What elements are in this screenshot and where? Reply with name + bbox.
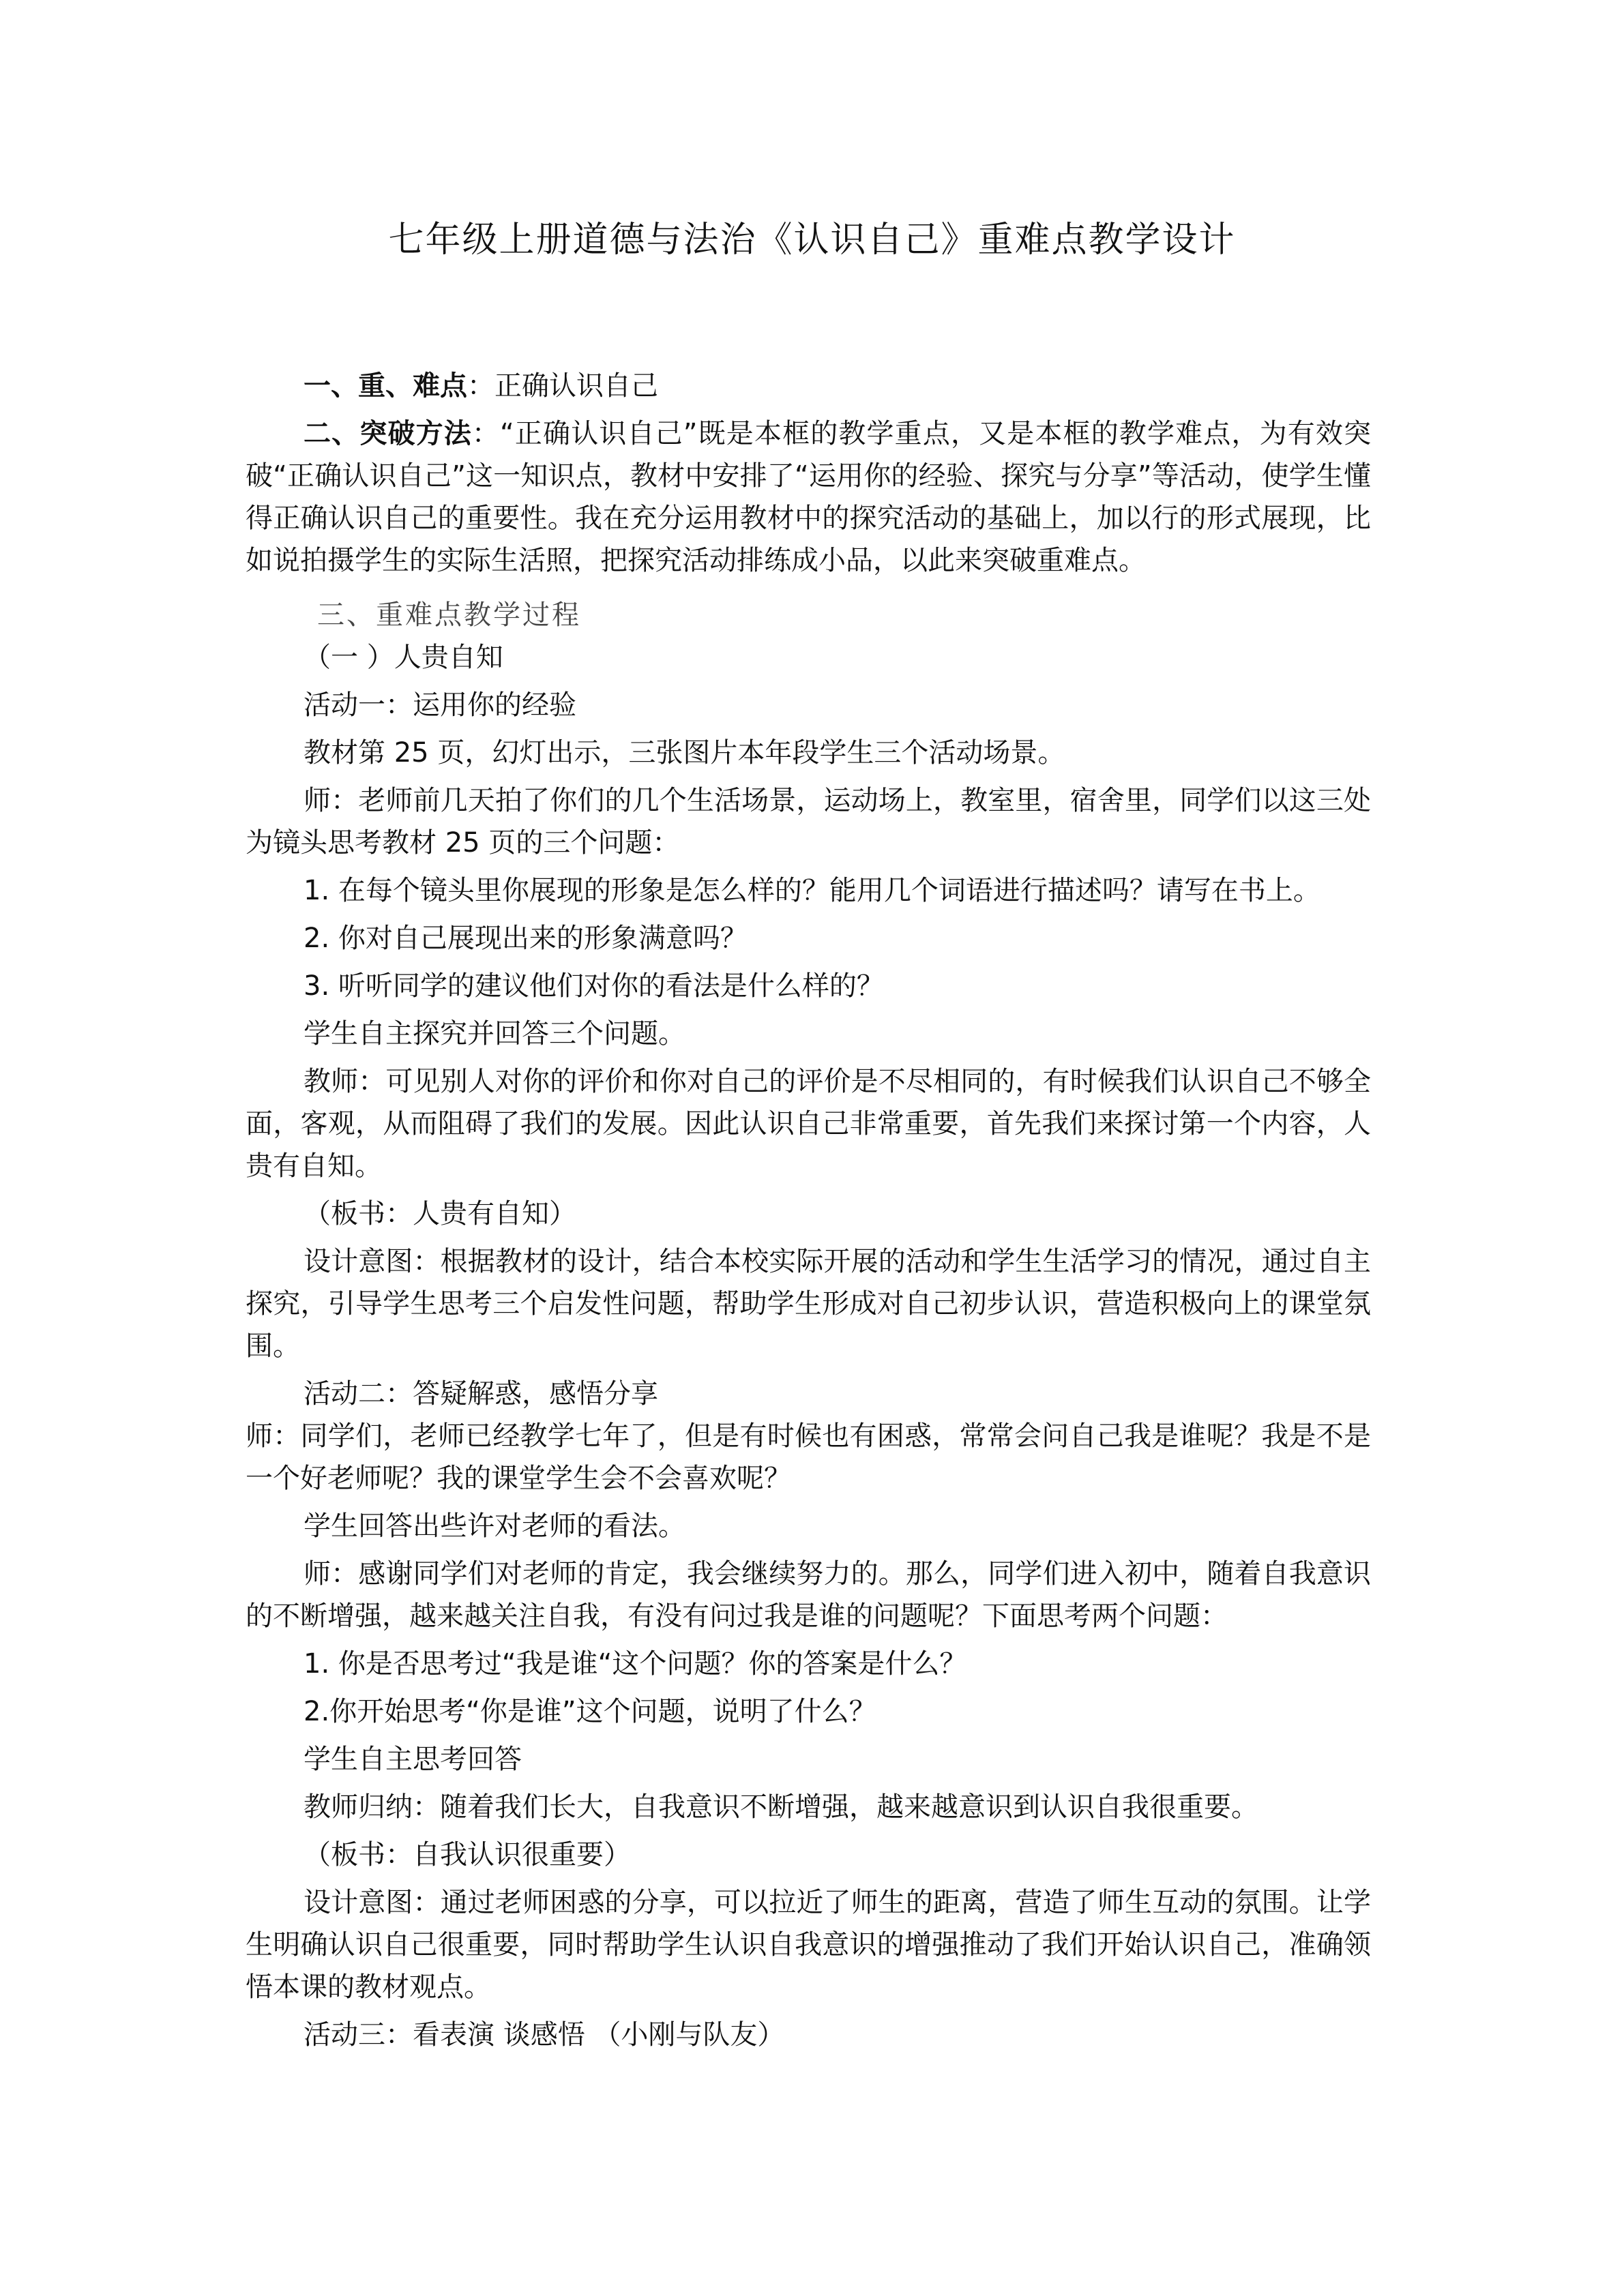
activity-2-title: 活动二：答疑解惑，感悟分享 (304, 1378, 658, 1410)
document-body (246, 365, 1371, 2056)
activity-1-question: 3. 听听同学的建议他们对你的看法是什么样的？ (304, 970, 884, 1002)
section-2-label: 二、突破方法 (304, 418, 472, 449)
design-intent: 设计意图：根据教材的设计，结合本校实际开展的活动和学生生活学习的情况，通过自主探究，引导学生思考三个启发性问题，帮助学生形成对自己初步认识，营造积极向上的课堂氛围。 (246, 1246, 1371, 1362)
activity-1-paragraph: 师：老师前几天拍了你们的几个生活场景，运动场上，教室里，宿舍里，同学们以这三处为镜头思考教材 25 页的三个问题： (246, 785, 1371, 859)
activity-1-paragraph: 学生自主探究并回答三个问题。 (304, 1018, 685, 1049)
activity-2-paragraph: 师：同学们，老师已经教学七年了，但是有时候也有困惑，常常会问自己我是谁呢？我是不是一个好老师呢？我的课堂学生会不会喜欢呢？ (246, 1420, 1371, 1494)
activity-2-paragraph: 学生自主思考回答 (304, 1744, 522, 1775)
activity-1-question: 2. 你对自己展现出来的形象满意吗？ (304, 923, 748, 954)
activity-3-title: 活动三：看表演 谈感悟 （小刚与队友） (304, 2019, 785, 2051)
activity-2-question: 2.你开始思考“你是谁”这个问题，说明了什么？ (304, 1696, 876, 1727)
activity-2-paragraph: 学生回答出些许对老师的看法。 (304, 1510, 685, 1542)
activity-2-question: 1. 你是否思考过“我是谁“这个问题？你的答案是什么？ (304, 1648, 967, 1680)
activity-2-paragraph: 教师归纳：随着我们长大，自我意识不断增强，越来越意识到认识自我很重要。 (304, 1791, 1258, 1823)
section-3-heading: 三、重难点教学过程 (317, 599, 581, 631)
activity-1-question: 1. 在每个镜头里你展现的形象是怎么样的？能用几个词语进行描述吗？请写在书上。 (304, 875, 1320, 906)
subsection-1-heading: （一 ）人贵自知 (304, 642, 503, 673)
activity-2-paragraph: 师：感谢同学们对老师的肯定，我会继续努力的。那么，同学们进入初中，随着自我意识的不断增强，越来越关注自我，有没有问过我是谁的问题呢？下面思考两个问题： (246, 1558, 1371, 1632)
section-1-label: 一、重、难点 (304, 370, 467, 402)
section-2-text: ：“正确认识自己”既是本框的教学重点，又是本框的教学难点，为有效突破“正确认识自己”这一知识点，教材中安排了“运用你的经验、探究与分享”等活动，使学生懂得正确认识自己的重要性。我在充分运用教材中的探究活动的基础上，加以行的形式展现，比如说拍摄学生的实际生活照，把探究活动排练成小品，以此来突破重难点。 (246, 418, 1372, 576)
activity-1-paragraph: 教师：可见别人对你的评价和你对自己的评价是不尽相同的，有时候我们认识自己不够全面，客观，从而阻碍了我们的发展。因此认识自己非常重要，首先我们来探讨第一个内容，人贵有自知。 (246, 1066, 1371, 1182)
board-note: （板书：自我认识很重要） (304, 1839, 631, 1870)
document-title: 七年级上册道德与法治《认识自己》重难点教学设计 (388, 220, 1236, 260)
section-1-paragraph (246, 365, 1371, 407)
activity-1-paragraph: 教材第 25 页，幻灯出示，三张图片本年段学生三个活动场景。 (304, 737, 1065, 769)
section-2-paragraph (246, 413, 1371, 582)
board-note: （板书：人贵有自知） (304, 1198, 576, 1229)
section-1-text: ：正确认识自己 (467, 370, 658, 402)
design-intent: 设计意图：通过老师困惑的分享，可以拉近了师生的距离，营造了师生互动的氛围。让学生明确认识自己很重要，同时帮助学生认识自我意识的增强推动了我们开始认识自己，准确领悟本课的教材观点。 (246, 1887, 1371, 2003)
activity-1-title: 活动一：运用你的经验 (304, 689, 576, 721)
